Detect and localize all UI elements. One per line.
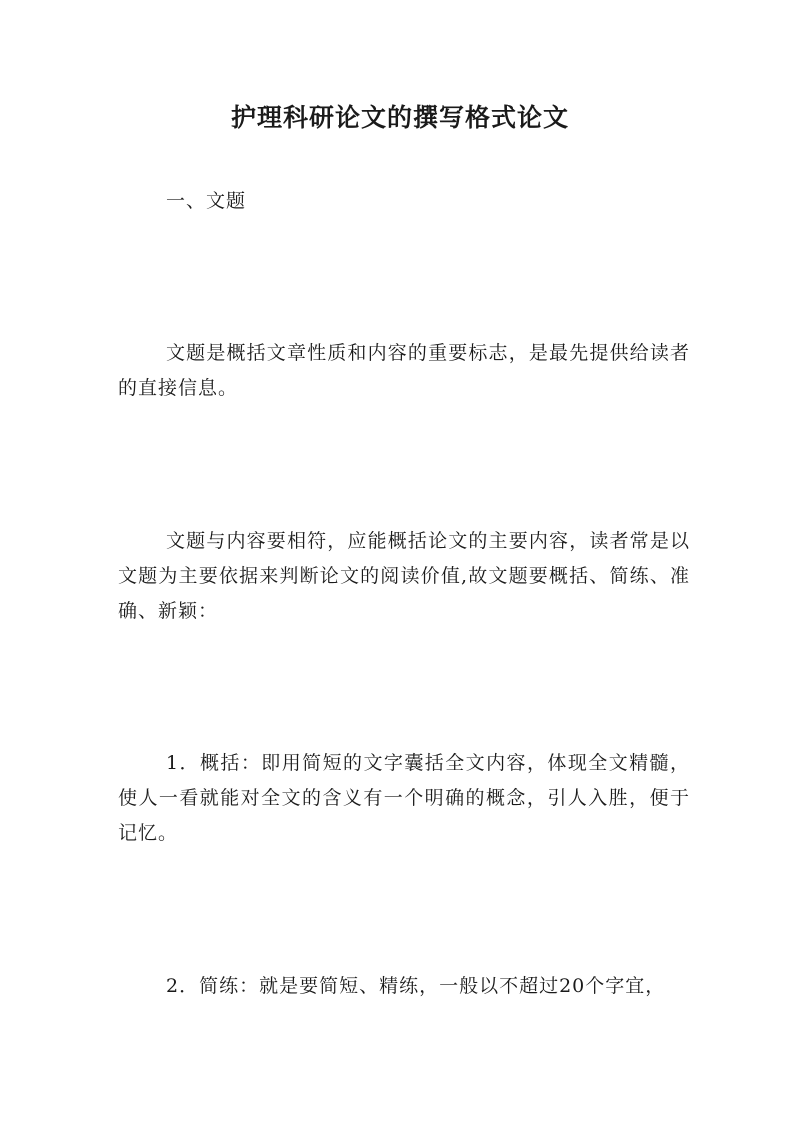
section-heading: 一、文题: [166, 190, 247, 212]
paragraph: 文题与内容要相符，应能概括论文的主要内容，读者常是以文题为主要依据来判断论文的阅读价值,故文题要概括、简练、准确、新颖：: [118, 530, 690, 622]
paragraph: 2．简练：就是要简短、精练，一般以不超过20个字宜，: [166, 975, 666, 997]
paragraph: 1．概括：即用简短的文字囊括全文内容，体现全文精髓，使人一看就能对全文的含义有一个明确的概念，引人入胜，便于记忆。: [118, 752, 690, 844]
paragraph: 文题是概括文章性质和内容的重要标志，是最先提供给读者的直接信息。: [118, 342, 690, 399]
document-title: 护理科研论文的撰写格式论文: [230, 103, 569, 132]
